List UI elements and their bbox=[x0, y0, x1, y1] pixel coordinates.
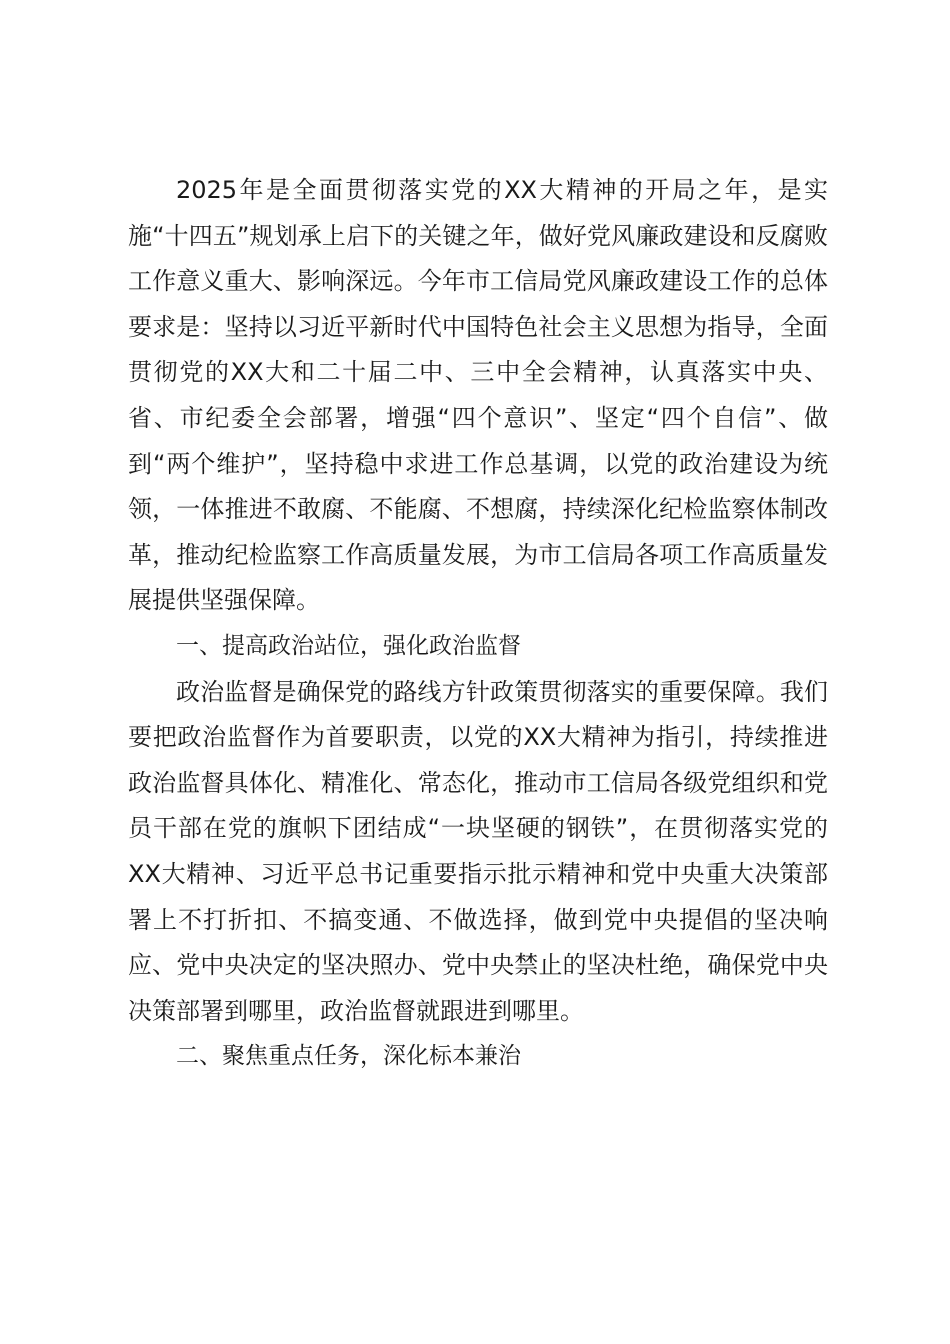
section-1-paragraph: 政治监督是确保党的路线方针政策贯彻落实的重要保障。我们要把政治监督作为首要职责，以党的XX大精神为指引，持续推进政治监督具体化、精准化、常态化，推动市工信局各级党组织和党员干部在党的旗帜下团结成“一块坚硬的钢铁”，在贯彻落实党的XX大精神、习近平总书记重要指示批示精神和党中央重大决策部署上不打折扣、不搞变通、不做选择，做到党中央提倡的坚决响应、党中央决定的坚决照办、党中央禁止的坚决杜绝，确保党中央决策部署到哪里，政治监督就跟进到哪里。 bbox=[128, 677, 828, 1025]
section-heading-1: 一、提高政治站位，强化政治监督 bbox=[176, 632, 521, 659]
intro-paragraph: 2025年是全面贯彻落实党的XX大精神的开局之年，是实施“十四五”规划承上启下的关键之年，做好党风廉政建设和反腐败工作意义重大、影响深远。今年市工信局党风廉政建设工作的总体要求是：坚持以习近平新时代中国特色社会主义思想为指导，全面贯彻党的XX大和二十届二中、三中全会精神，认真落实中央、省、市纪委全会部署，增强“四个意识”、坚定“四个自信”、做到“两个维护”，坚持稳中求进工作总基调，以党的政治建设为统领，一体推进不敢腐、不能腐、不想腐，持续深化纪检监察体制改革，推动纪检监察工作高质量发展，为市工信局各项工作高质量发展提供坚强保障。 bbox=[128, 176, 828, 615]
document-body bbox=[128, 168, 828, 1080]
section-heading-2: 二、聚焦重点任务，深化标本兼治 bbox=[176, 1043, 521, 1070]
